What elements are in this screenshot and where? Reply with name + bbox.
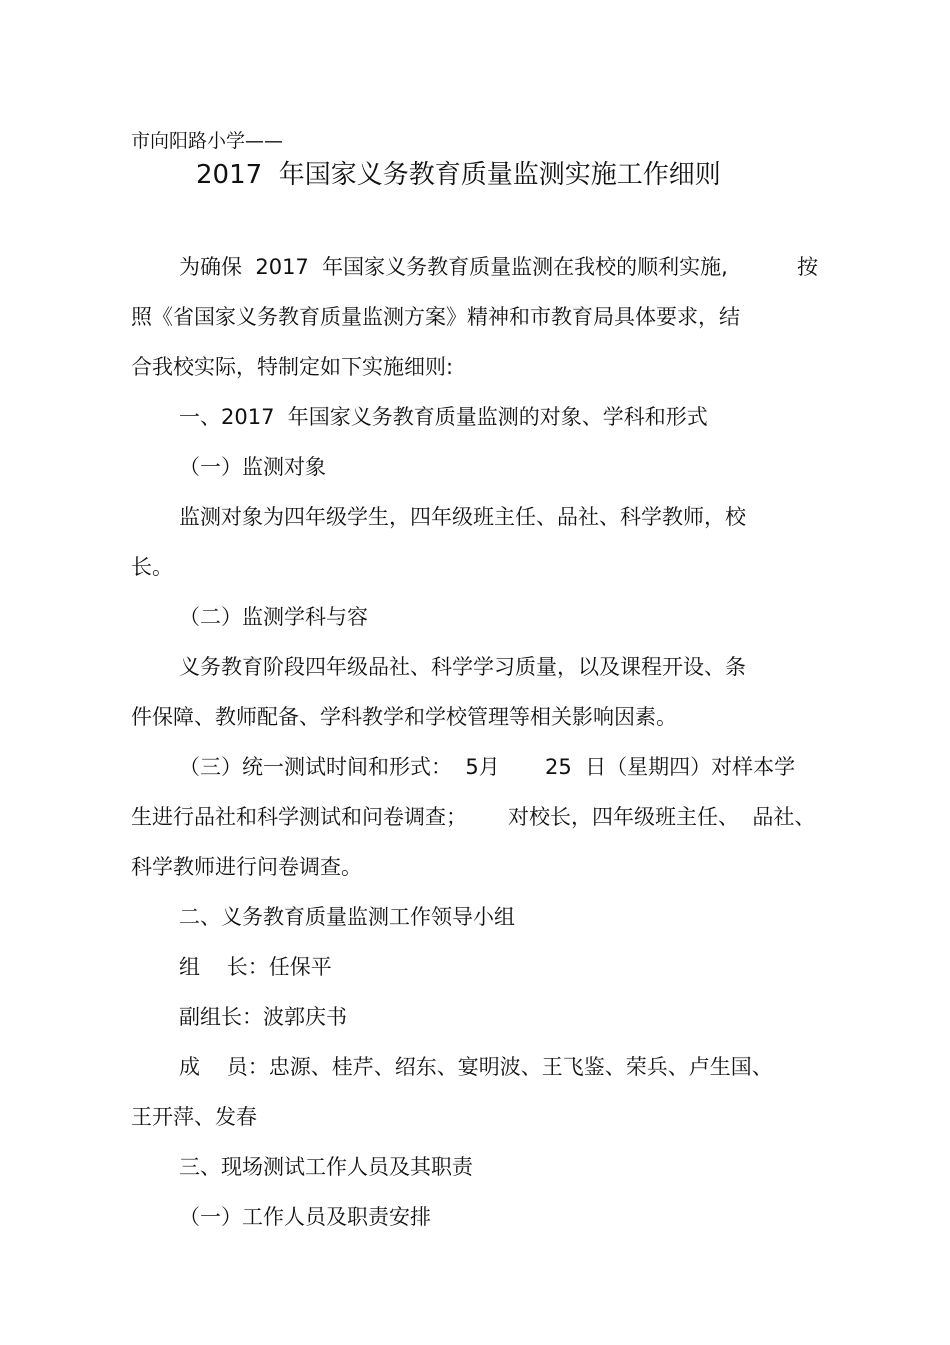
deputy-leader-line: 副组长：波郭庆书 bbox=[179, 1005, 347, 1029]
paragraph-line: 件保障、教师配备、学科教学和学校管理等相关影响因素。 bbox=[131, 705, 677, 729]
paragraph-line: 按 bbox=[797, 255, 818, 279]
paragraph-line: 监测对象为四年级学生，四年级班主任、品社、科学教师，校 bbox=[179, 505, 746, 529]
members-line: 成 员：忠源、桂芹、绍东、宴明波、王飞鉴、荣兵、卢生国、 bbox=[179, 1055, 773, 1079]
paragraph-line: 为确保 2017 年国家义务教育质量监测在我校的顺利实施, bbox=[179, 255, 728, 279]
document-header: 市向阳路小学—— bbox=[131, 130, 284, 152]
paragraph-line: 照《省国家义务教育质量监测方案》精神和市教育局具体要求，结 bbox=[131, 305, 740, 329]
document-title: 2017 年国家义务教育质量监测实施工作细则 bbox=[196, 160, 721, 190]
members-line: 王开萍、发春 bbox=[131, 1105, 257, 1129]
section-heading: 三、现场测试工作人员及其职责 bbox=[179, 1155, 473, 1179]
paragraph-line: 对校长，四年级班主任、 品社、 bbox=[508, 805, 816, 829]
section-heading: 二、义务教育质量监测工作领导小组 bbox=[179, 905, 515, 929]
paragraph-line: （三）统一测试时间和形式： 5月 bbox=[179, 755, 500, 779]
paragraph-line: 义务教育阶段四年级品社、科学学习质量，以及课程开设、条 bbox=[179, 655, 746, 679]
paragraph-line: 科学教师进行问卷调查。 bbox=[131, 855, 362, 879]
subsection-heading: （二）监测学科与容 bbox=[179, 605, 368, 629]
subsection-heading: （一）监测对象 bbox=[179, 455, 326, 479]
section-heading: 一、2017 年国家义务教育质量监测的对象、学科和形式 bbox=[179, 405, 708, 429]
paragraph-line: 长。 bbox=[131, 555, 173, 579]
paragraph-line: 生进行品社和科学测试和问卷调查； bbox=[131, 805, 467, 829]
leader-line: 组 长：任保平 bbox=[179, 955, 332, 979]
subsection-heading: （一）工作人员及职责安排 bbox=[179, 1205, 431, 1229]
paragraph-line: 合我校实际，特制定如下实施细则: bbox=[131, 355, 454, 379]
paragraph-line: 25 日（星期四）对样本学 bbox=[545, 755, 796, 779]
